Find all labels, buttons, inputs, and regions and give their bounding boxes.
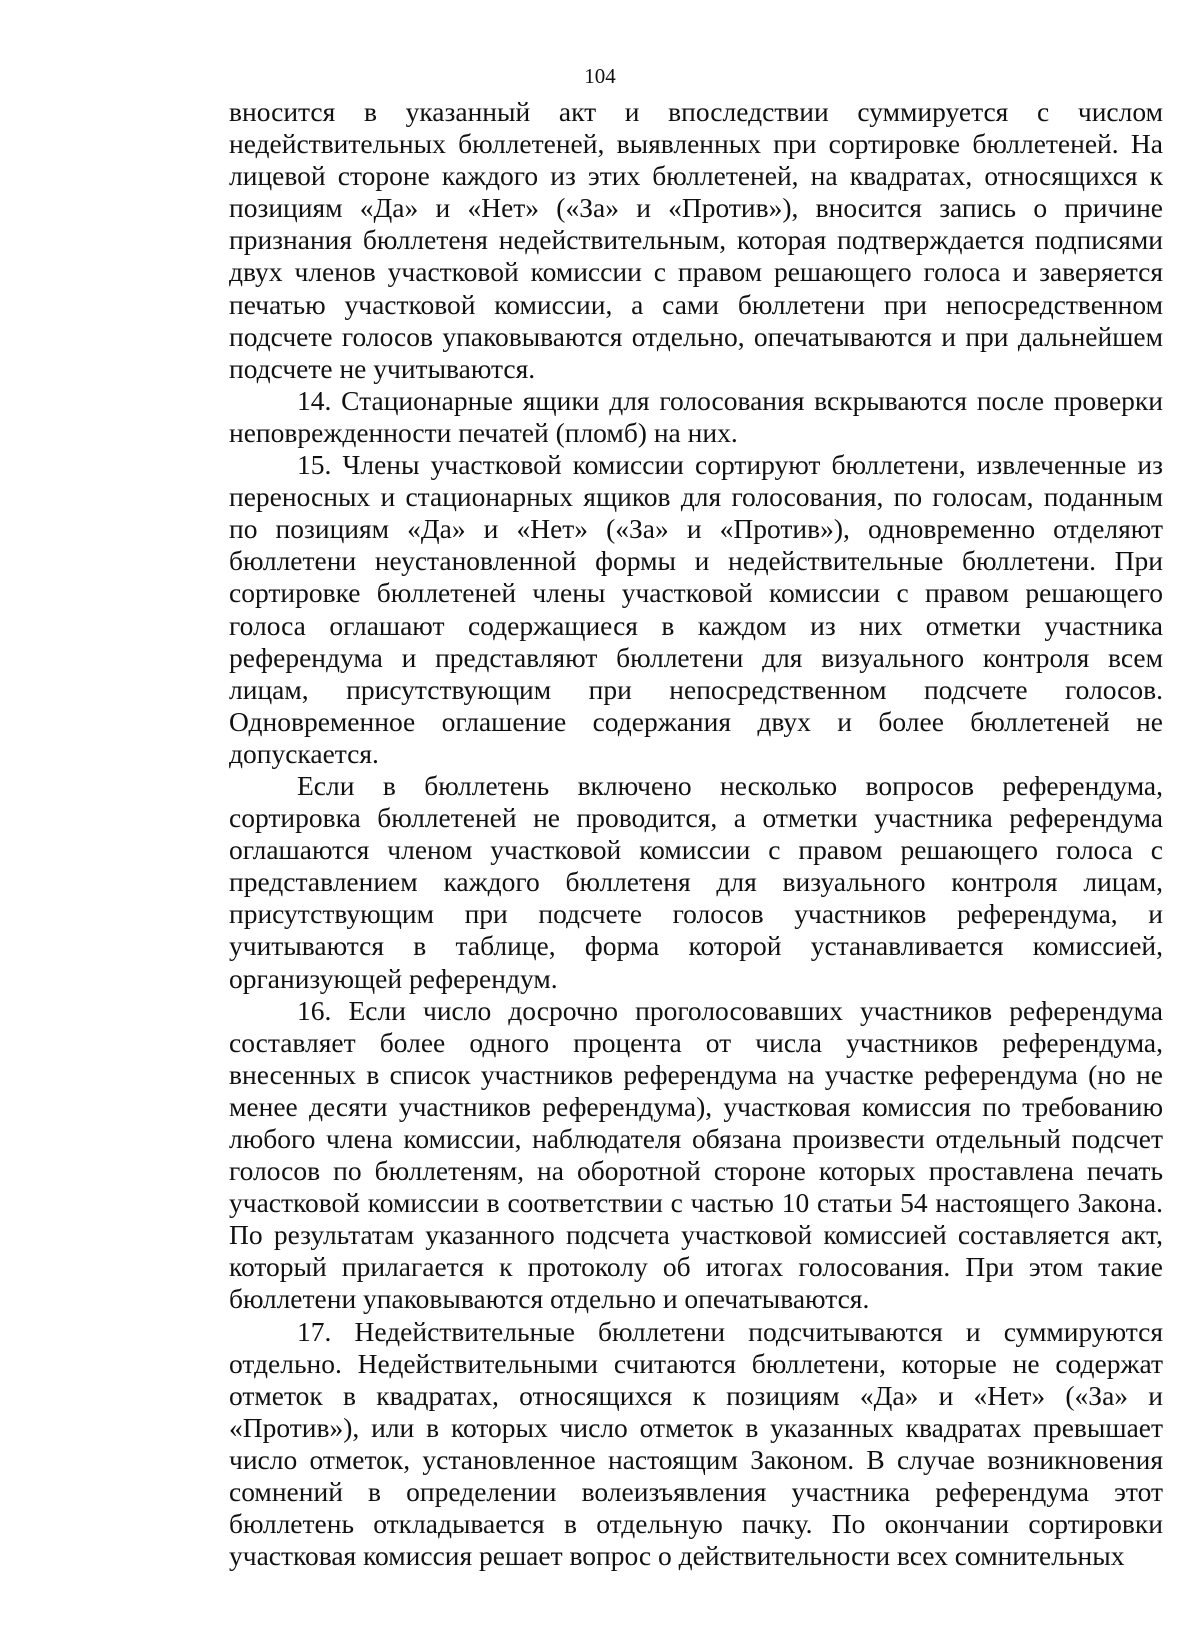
paragraph-item-15: 15. Члены участковой комиссии сортируют бюллетени, извлеченные из переносных и стационарных ящиков для голосования, по голосам, поданным по позициям «Да» и «Нет» («За» и «Против»), одновременно отделяют бюллетени неустановленной формы и недействительные бюллетени. При сортировке бюллетеней члены участковой комиссии с правом решающего голоса оглашают содержащиеся в каждом из них отметки участника референдума и представляют бюллетени для визуального контроля всем лицам, присутствующим при непосредственном подсчете голосов. Одновременное оглашение содержания двух и более бюллетеней не допускается. xyxy=(229,449,1163,769)
page-number: 104 xyxy=(584,64,616,88)
paragraph-item-16: 16. Если число досрочно проголосовавших участников референдума составляет более одного процента от числа участников референдума, внесенных в список участников референдума на участке референдума (но не менее десяти участников референдума), участковая комиссия по требованию любого члена комиссии, наблюдателя обязана произвести отдельный подсчет голосов по бюллетеням, на оборотной стороне которых проставлена печать участковой комиссии в соответствии с частью 10 статьи 54 настоящего Закона. По результатам указанного подсчета участковой комиссией составляется акт, который прилагается к протоколу об итогах голосования. При этом такие бюллетени упаковываются отдельно и опечатываются. xyxy=(229,994,1163,1315)
paragraph-continuation: вносится в указанный акт и впоследствии суммируется с числом недействительных бюллетеней, выявленных при сортировке бюллетеней. На лицевой стороне каждого из этих бюллетеней, на квадратах, относящихся к позициям «Да» и «Нет» («За» и «Против»), вносится запись о причине признания бюллетеня недействительным, которая подтверждается подписями двух членов участковой комиссии с правом решающего голоса и заверяется печатью участковой комиссии, а сами бюллетени при непосредственном подсчете голосов упаковываются отдельно, опечатываются и при дальнейшем подсчете не учитываются. xyxy=(229,96,1163,384)
paragraph-item-15-continued: Если в бюллетень включено несколько вопросов референдума, сортировка бюллетеней не проводится, а отметки участника референдума оглашаются членом участковой комиссии с правом решающего голоса с представлением каждого бюллетеня для визуального контроля лицам, присутствующим при подсчете голосов участников референдума, и учитываются в таблице, форма которой устанавливается комиссией, организующей референдум. xyxy=(229,769,1163,994)
document-body xyxy=(229,96,1163,1572)
paragraph-item-17: 17. Недействительные бюллетени подсчитываются и суммируются отдельно. Недействительными считаются бюллетени, которые не содержат отметок в квадратах, относящихся к позициям «Да» и «Нет» («За» и «Против»), или в которых число отметок в указанных квадратах превышает число отметок, установленное настоящим Законом. В случае возникновения сомнений в определении волеизъявления участника референдума этот бюллетень откладывается в отдельную пачку. По окончании сортировки участковая комиссия решает вопрос о действительности всех сомнительных xyxy=(229,1315,1163,1572)
paragraph-item-14: 14. Стационарные ящики для голосования вскрываются после проверки неповрежденности печатей (пломб) на них. xyxy=(229,384,1163,448)
